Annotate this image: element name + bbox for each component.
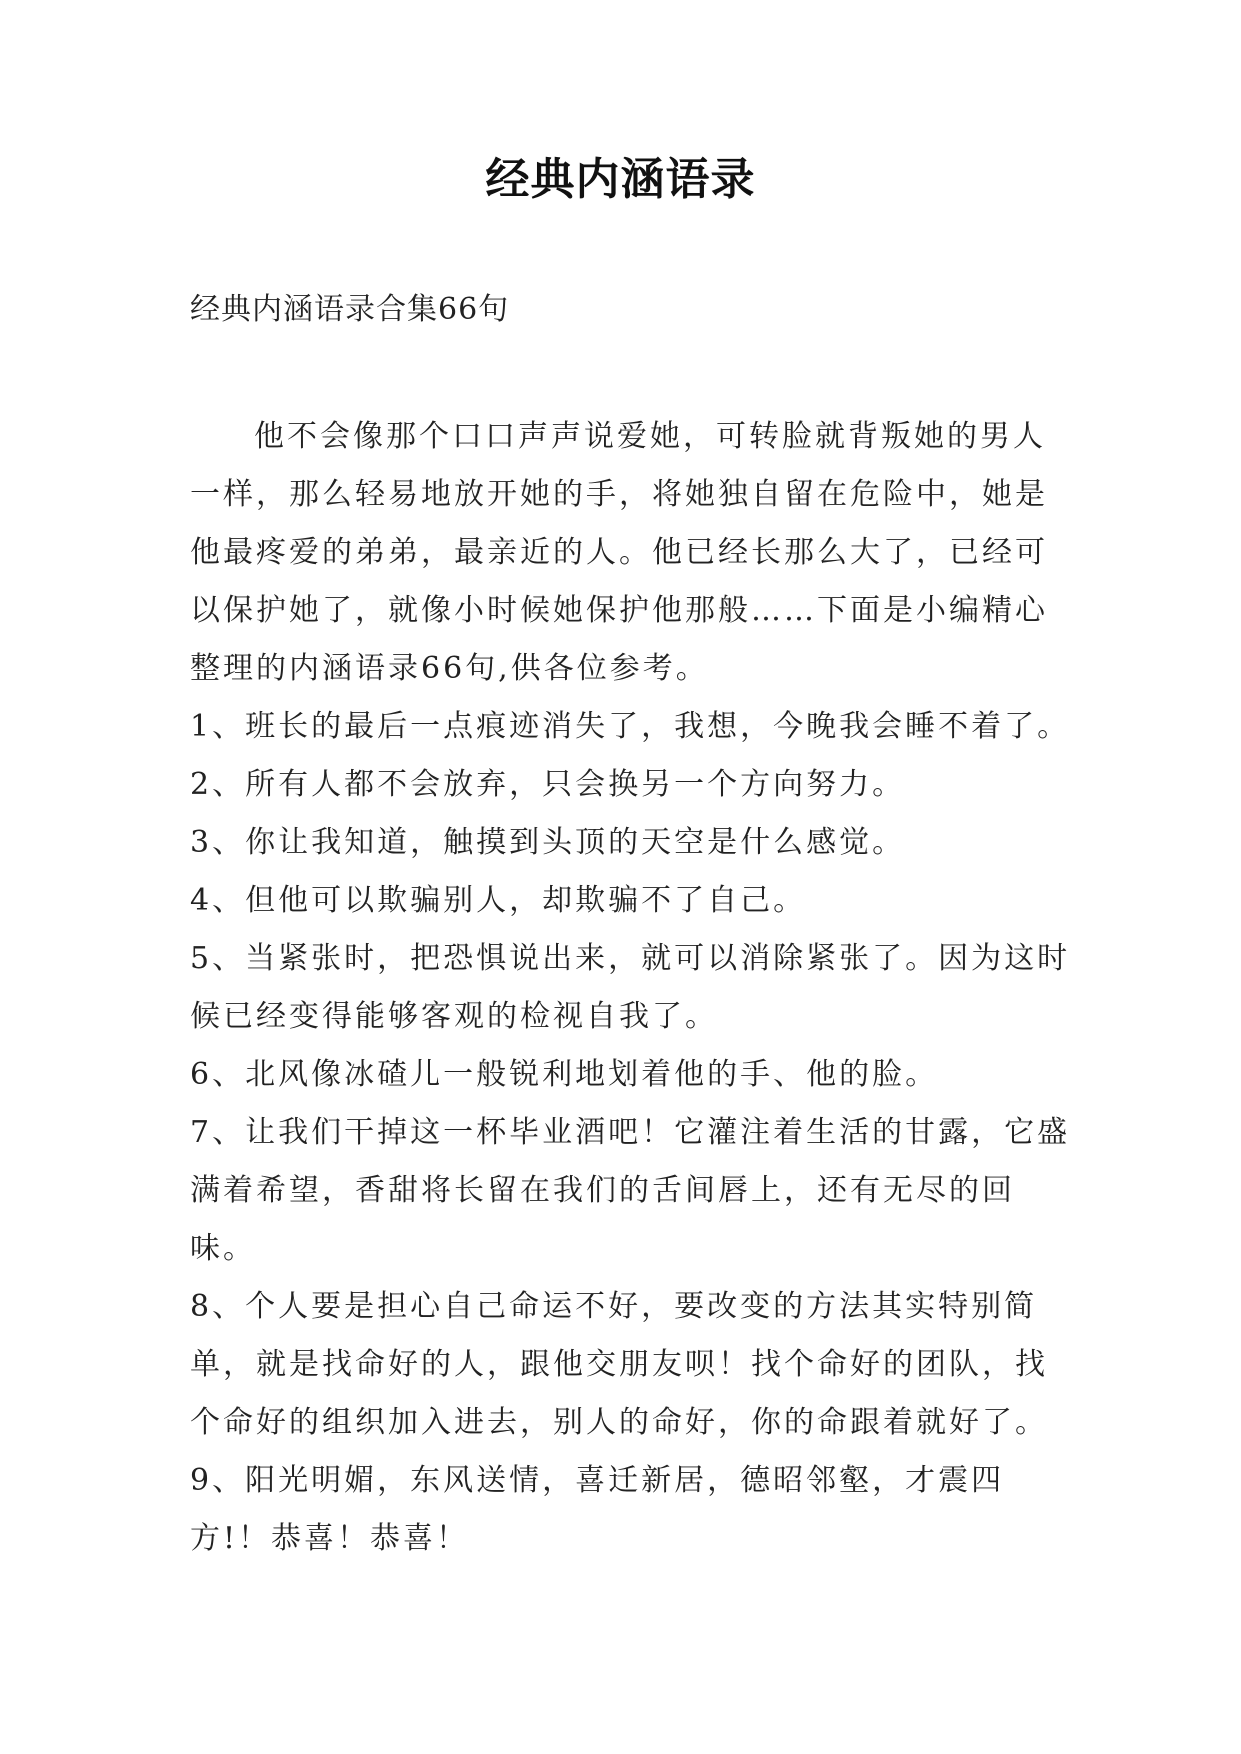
quote-item: 4、但他可以欺骗别人，却欺骗不了自己。 <box>190 883 807 918</box>
quote-item: 7、让我们干掉这一杯毕业酒吧！它灌注着生活的甘露，它盛满着希望，香甜将长留在我们的舌间唇上，还有无尽的回味。 <box>190 1115 1071 1266</box>
quote-item: 1、班长的最后一点痕迹消失了，我想，今晚我会睡不着了。 <box>190 709 1071 744</box>
quote-item: 6、北风像冰碴儿一般锐利地划着他的手、他的脸。 <box>190 1057 939 1092</box>
document-body <box>190 408 1075 1568</box>
document-subtitle: 经典内涵语录合集66句 <box>190 292 510 327</box>
quote-item: 5、当紧张时，把恐惧说出来，就可以消除紧张了。因为这时候已经变得能够客观的检视自我了。 <box>190 941 1071 1034</box>
quote-item: 2、所有人都不会放弃，只会换另一个方向努力。 <box>190 767 906 802</box>
quote-item: 8、个人要是担心自己命运不好，要改变的方法其实特别简单，就是找命好的人，跟他交朋友呗！找个命好的团队，找个命好的组织加入进去，别人的命好，你的命跟着就好了。 <box>190 1289 1048 1440</box>
intro-paragraph: 他不会像那个口口声声说爱她，可转脸就背叛她的男人一样，那么轻易地放开她的手，将她独自留在危险中，她是他最疼爱的弟弟，最亲近的人。他已经长那么大了，已经可以保护她了，就像小时候她保护他那般……下面是小编精心整理的内涵语录66句,供各位参考。 <box>190 419 1048 686</box>
quote-item: 9、阳光明媚，东风送情，喜迁新居，德昭邻壑，才震四方!！恭喜！恭喜！ <box>190 1463 1005 1556</box>
document-title: 经典内涵语录 <box>485 154 756 205</box>
quote-item: 3、你让我知道，触摸到头顶的天空是什么感觉。 <box>190 825 906 860</box>
